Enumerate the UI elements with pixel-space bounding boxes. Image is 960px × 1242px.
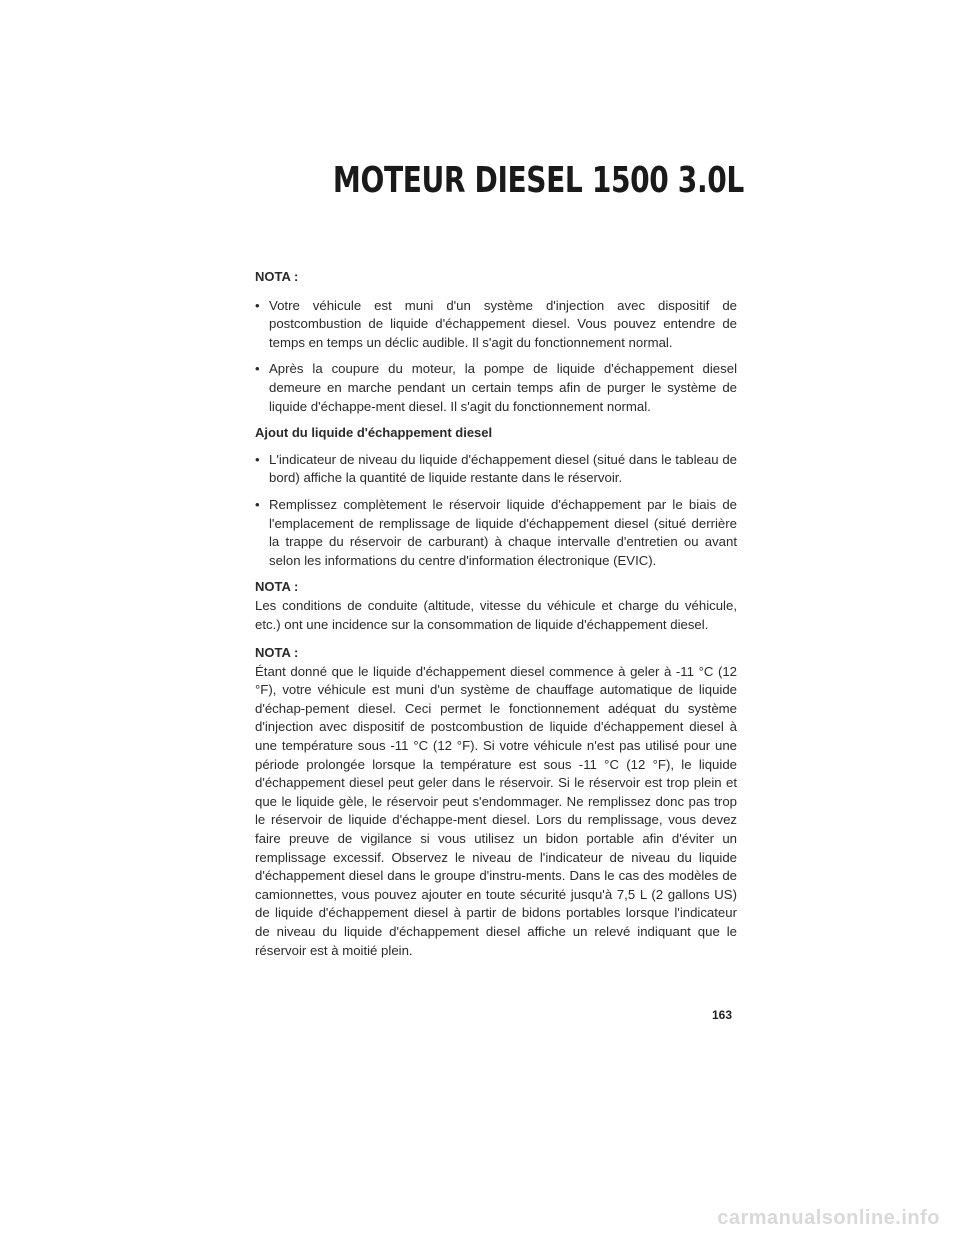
nota-paragraph: Les conditions de conduite (altitude, vitesse du véhicule et charge du véhicule, etc.) ont une incidence sur la consommation de liquide d'échappement diesel.	[255, 597, 737, 632]
nota-label: NOTA :	[255, 269, 299, 284]
document-body	[255, 268, 737, 970]
section-heading: Ajout du liquide d'échappement diesel	[255, 425, 493, 441]
page-number: 163	[711, 1008, 732, 1022]
list-item-text: Votre véhicule est muni d'un système d'injection avec dispositif de postcombustion de liquide d'échappement diesel. Vous pouvez entendre de temps en temps un déclic audible. Il s'agit du fonctionnement normal.	[269, 297, 737, 350]
list-item-text: Remplissez complètement le réservoir liquide d'échappement par le biais de l'emplacement de remplissage de liquide d'échappement diesel (situé derrière la trappe du réservoir de carburant) à chaque intervalle d'entretien ou avant selon les informations du centre d'information électronique (EVIC).	[269, 496, 737, 568]
bullet-icon: •	[255, 297, 260, 313]
list-item	[255, 496, 737, 570]
list-item	[255, 297, 737, 353]
watermark: carmanualsonline.info	[717, 1207, 940, 1229]
bullet-icon: •	[255, 361, 260, 377]
nota-label: NOTA :	[255, 645, 299, 661]
bullet-icon: •	[255, 496, 260, 512]
nota-paragraph: Étant donné que le liquide d'échappement diesel commence à geler à -11 °C (12 °F), votre véhicule est muni d'un système de chauffage automatique de liquide d'échap-pement diesel. Ceci permet le fonctionnement adéquat du système d'injection avec dispositif de postcombustion de liquide d'échappement diesel à une température sous -11 °C (12 °F). Si votre véhicule n'est pas utilisé pour une période prolongée lorsque la température est sous -11 °C (12 °F), le liquide d'échappement diesel peut geler dans le réservoir. Si le réservoir est trop plein et que le liquide gèle, le réservoir peut s'endommager. Ne remplissez donc pas trop le réservoir de liquide d'échappe-ment diesel. Lors du remplissage, vous devez faire preuve de vigilance si vous utilisez un bidon portable afin d'éviter un remplissage excessif. Observez le niveau de l'indicateur de niveau du liquide d'échappement diesel dans le groupe d'instru-ments. Dans le cas des modèles de camionnettes, vous pouvez ajouter en toute sécurité jusqu'à 7,5 L (2 gallons US) de liquide d'échappement diesel à partir de bidons portables lorsque l'indicateur de niveau du liquide d'échappement diesel affiche un relevé indiquant que le réservoir est à moitié plein.	[255, 663, 737, 958]
nota-label: NOTA :	[255, 579, 299, 595]
list-item-text: Après la coupure du moteur, la pompe de liquide d'échappement diesel demeure en marche pendant un certain temps afin de purger le système de liquide d'échappe-ment diesel. Il s'agit du fonctionnement normal.	[269, 361, 737, 414]
bullet-icon: •	[255, 451, 260, 467]
list-item-text: L'indicateur de niveau du liquide d'échappement diesel (situé dans le tableau de bord) affiche la quantité de liquide restante dans le réservoir.	[269, 451, 737, 486]
list-item	[255, 360, 737, 416]
page-title: MOTEUR DIESEL 1500 3.0L	[333, 160, 744, 201]
list-item	[255, 451, 737, 488]
